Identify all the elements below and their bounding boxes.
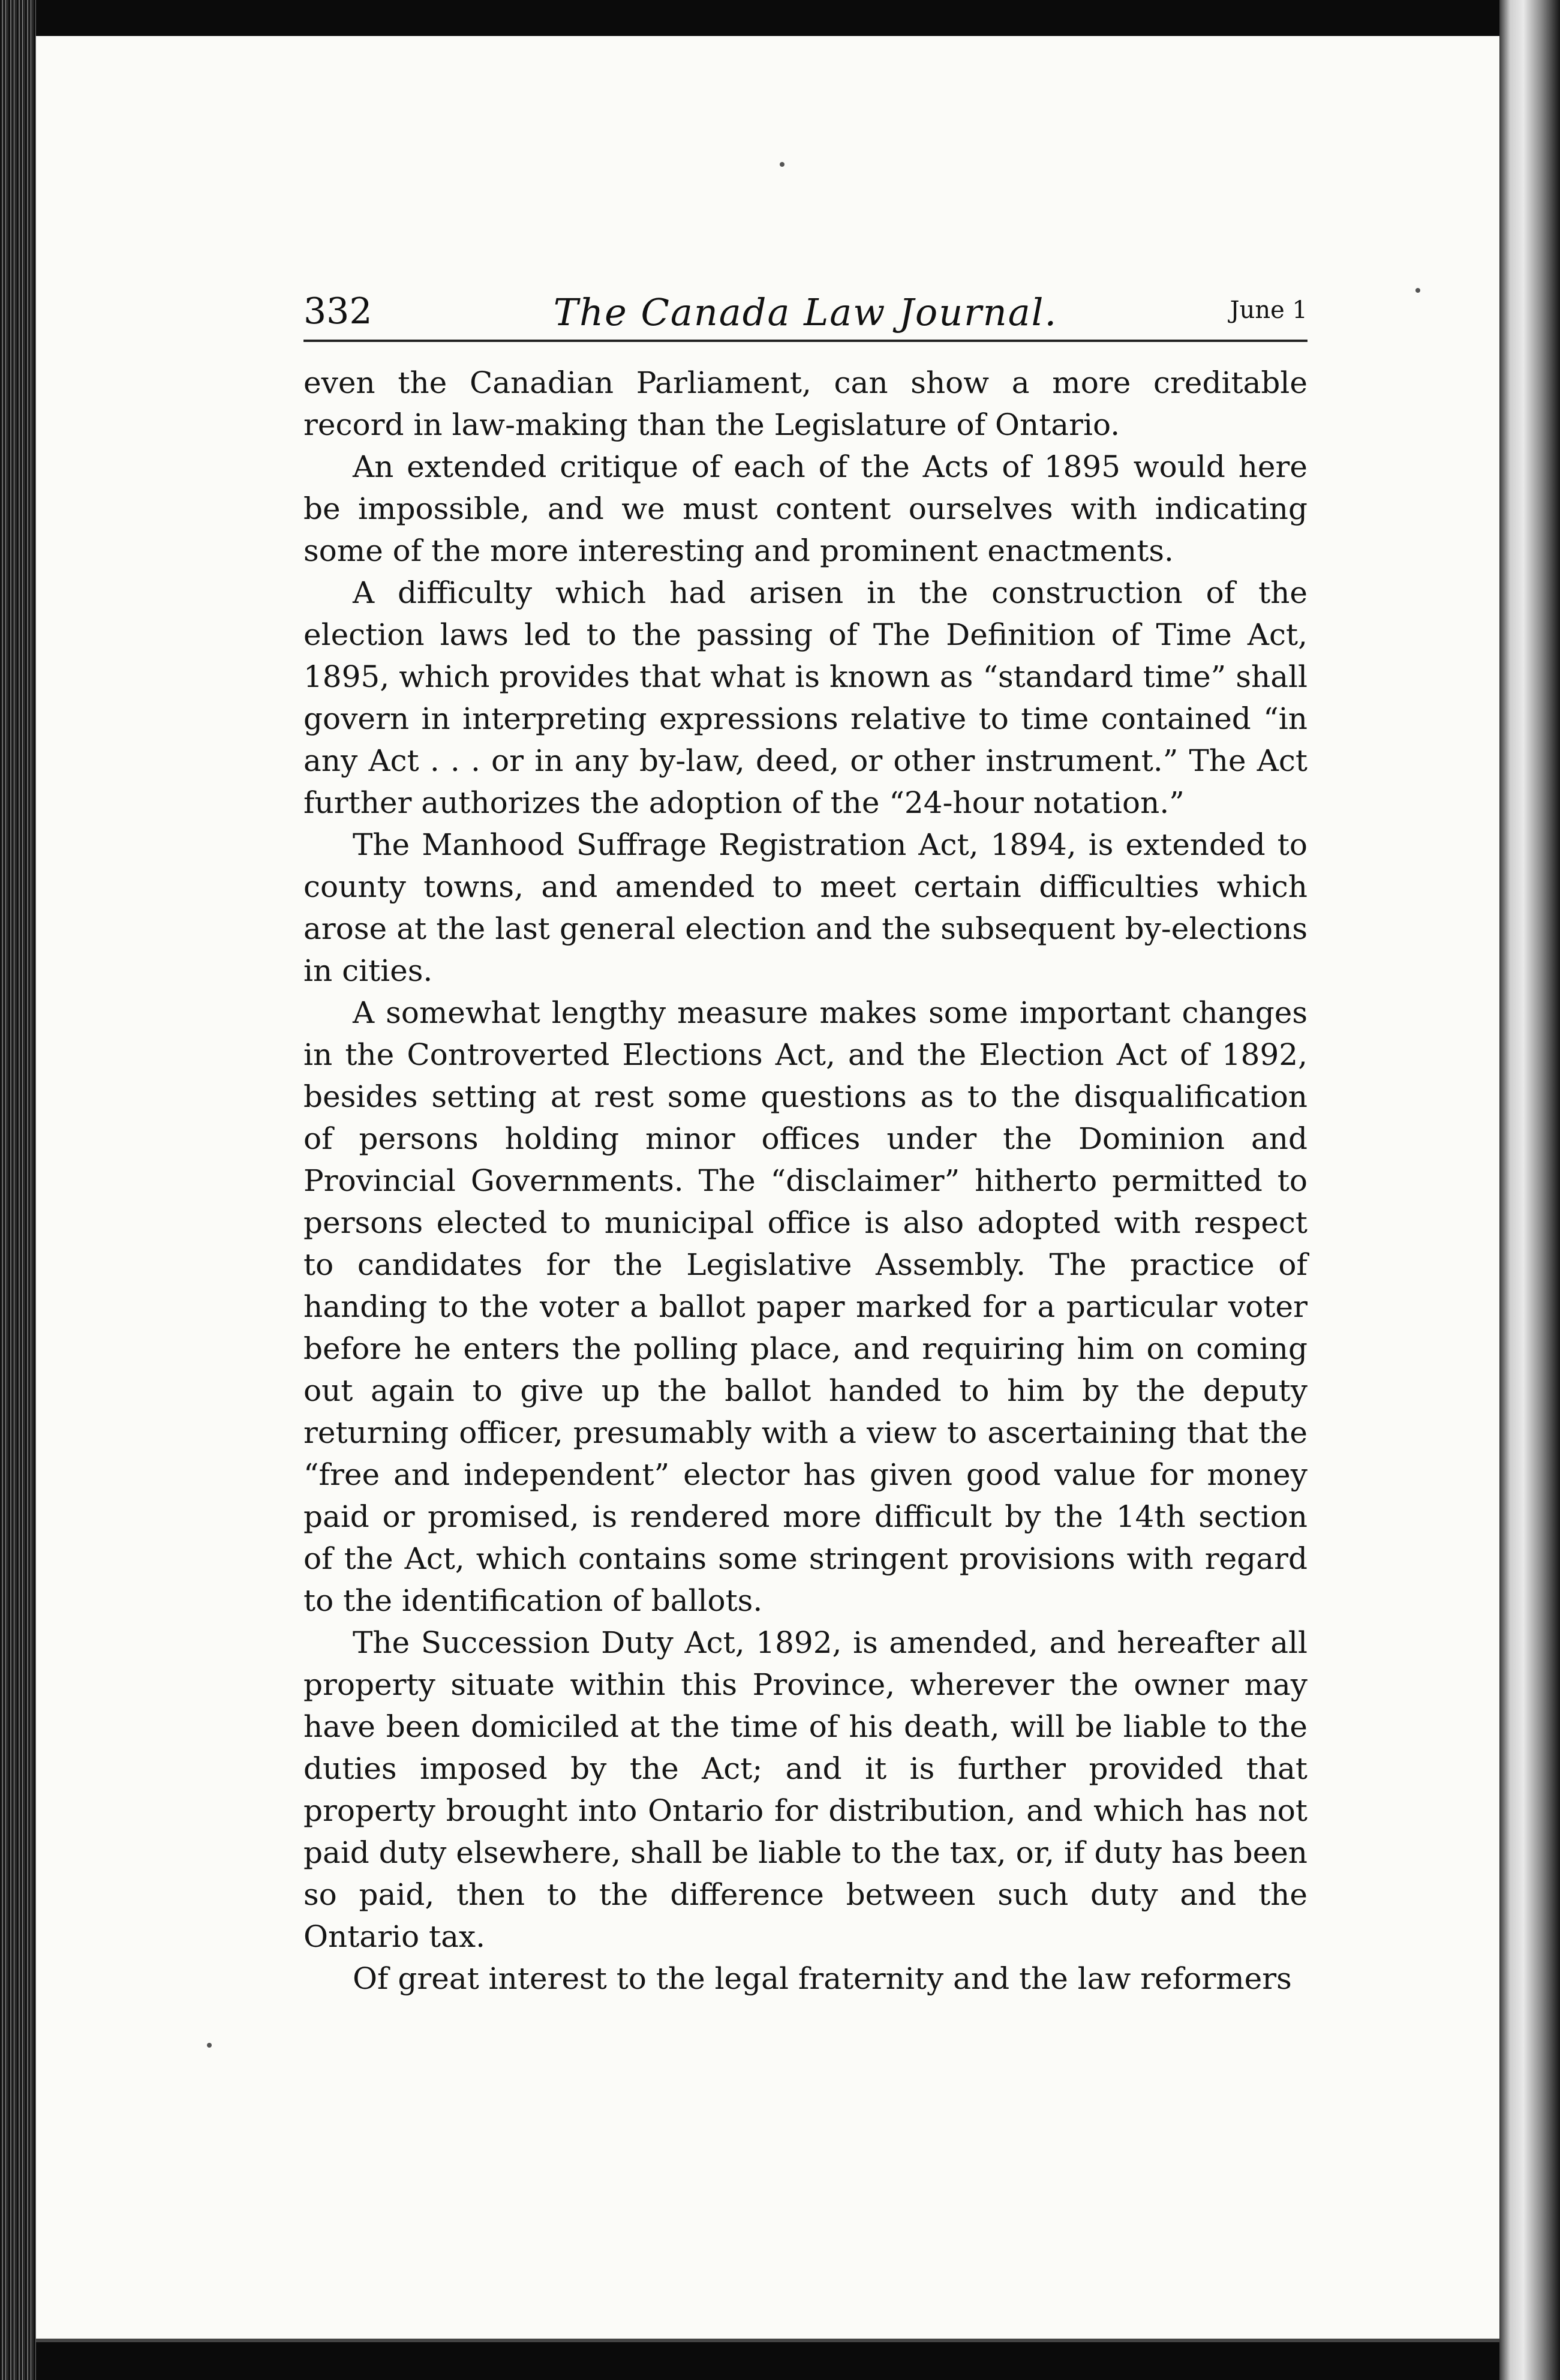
article-body — [303, 362, 1307, 2000]
header-rule — [303, 340, 1307, 342]
page-fore-edge — [1499, 0, 1560, 2380]
bottom-edge-line — [36, 2339, 1499, 2342]
paragraph: Of great interest to the legal fraternity and the law reformers — [353, 1961, 1292, 1996]
dust-speck — [780, 162, 784, 167]
paragraph: A difficulty which had arisen in the construction of the election laws led to the passing of The Definition of Time Act, 1895, which provides that what is known as “standard time” shall govern in interpreting expressions relative to time contained “in any Act . . . or in any by-law, deed, or other instrument.” The Act further authorizes the adoption of the “24-hour notation.” — [303, 575, 1307, 820]
paragraph-continuation: even the Canadian Parliament, can show a more creditable record in law-making than the Legislature of Ontario. — [303, 365, 1307, 442]
running-header — [303, 282, 1307, 348]
paragraph: A somewhat lengthy measure makes some important changes in the Controverted Elections Act, and the Election Act of 1892, besides setting at rest some questions as to the disqualification of persons holding minor offices under the Dominion and Provincial Governments. The “disclaimer” hitherto permitted to persons elected to municipal office is also adopted with respect to candidates for the Legislative Assembly. The practice of handing to the voter a ballot paper marked for a particular voter before he enters the polling place, and requiring him on coming out again to give up the ballot handed to him by the deputy returning officer, presumably with a view to ascertaining that the “free and independent” elector has given good value for money paid or promised, is rendered more difficult by the 14th section of the Act, which contains some stringent provisions with regard to the identification of ballots. — [303, 995, 1307, 1618]
running-title: The Canada Law Journal. — [553, 290, 1058, 334]
book-binding-edge — [0, 0, 36, 2380]
paragraph: The Succession Duty Act, 1892, is amended, and hereafter all property situate within this Province, wherever the owner may have been domiciled at the time of his death, will be liable to the duties imposed by the Act; and it is further provided that property brought into Ontario for distribution, and which has not paid duty elsewhere, shall be liable to the tax, or, if duty has been so paid, then to the difference between such duty and the Ontario tax. — [303, 1625, 1307, 1954]
paragraph: An extended critique of each of the Acts of 1895 would here be impossible, and we must content ourselves with indicating some of the more interesting and prominent enactments. — [303, 449, 1307, 568]
dust-speck — [1415, 288, 1420, 293]
issue-date: June 1 — [1230, 296, 1307, 324]
paragraph: The Manhood Suffrage Registration Act, 1894, is extended to county towns, and amended to meet certain difficulties which arose at the last general election and the subsequent by-elections in cities. — [303, 827, 1307, 988]
page-number: 332 — [303, 290, 372, 332]
dust-speck — [207, 2043, 212, 2048]
